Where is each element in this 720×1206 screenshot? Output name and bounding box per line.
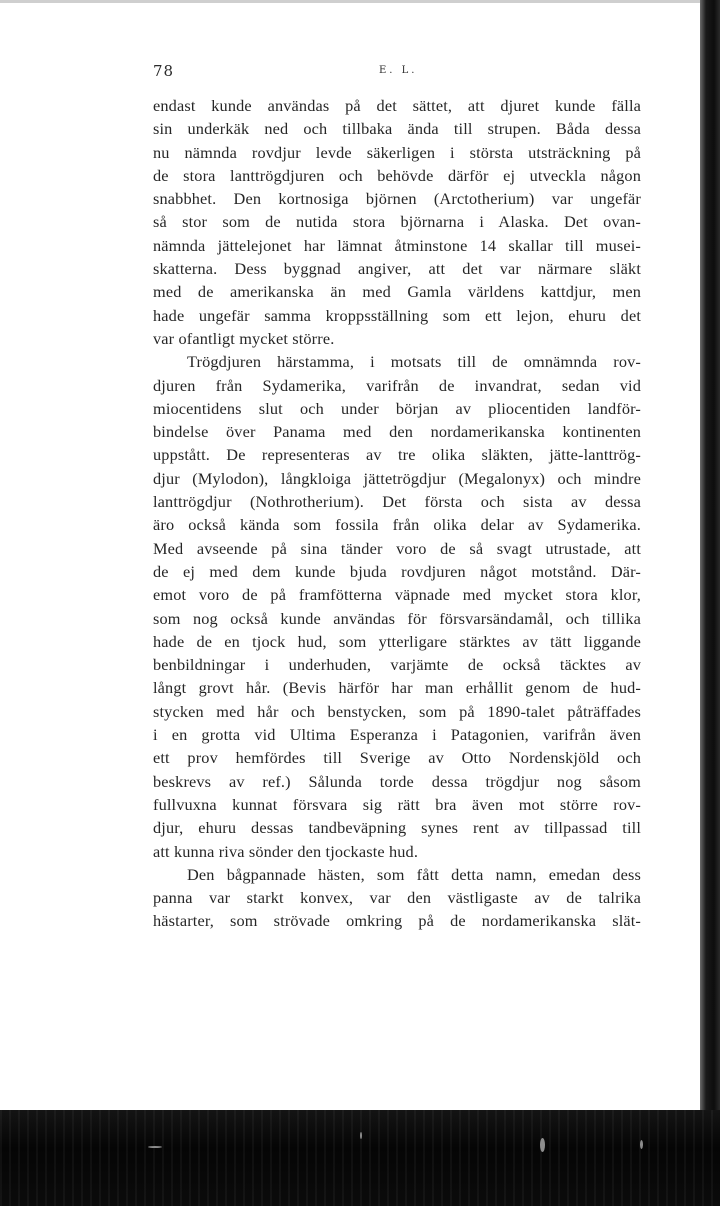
text-line: lanttrögdjur (Nothrotherium). Det första och sista av dessa xyxy=(153,492,641,512)
text-line: emot voro de på framfötterna väpnade med mycket stora klor, xyxy=(153,585,641,605)
text-line: uppstått. De representeras av tre olika släkten, jätte-lanttrög- xyxy=(153,445,641,465)
text-line: stycken med hår och benstycken, som på 1890-talet påträffades xyxy=(153,701,641,721)
text-line: de ej med dem kunde bjuda rovdjuren något motstånd. Där- xyxy=(153,561,641,581)
text-line: sin underkäk ned och tillbaka ända till strupen. Båda dessa xyxy=(153,119,641,139)
dust-speck xyxy=(540,1138,545,1152)
paragraph-start-line: Trögdjuren härstamma, i motsats till de omnämnda rov- xyxy=(187,352,641,372)
text-line: panna var starkt konvex, var den västligaste av de talrika xyxy=(153,888,641,908)
text-line: de stora lanttrögdjuren och behövde därför ej utveckla någon xyxy=(153,165,641,185)
text-line: snabbhet. Den kortnosiga björnen (Arctotherium) var ungefär xyxy=(153,189,641,209)
dust-speck xyxy=(640,1140,643,1149)
text-line: att kunna riva sönder den tjockaste hud. xyxy=(153,841,419,861)
text-line: ett prov hemfördes till Sverige av Otto Nordenskjöld och xyxy=(153,748,641,768)
book-spine-edge xyxy=(700,0,720,1110)
text-line: beskrevs av ref.) Sålunda torde dessa trögdjur nog såsom xyxy=(153,771,641,791)
text-line: endast kunde användas på det sättet, att djuret kunde fälla xyxy=(153,96,641,115)
text-line: så stor som de nutida stora björnarna i Alaska. Det ovan- xyxy=(153,212,641,232)
text-line: benbildningar i underhuden, varjämte de också täcktes av xyxy=(153,655,641,675)
body-text xyxy=(153,94,641,933)
text-line: miocentidens slut och under början av pliocentiden landför- xyxy=(153,398,641,418)
paragraph-start-line: Den bågpannade hästen, som fått detta namn, emedan dess xyxy=(187,864,641,884)
dust-speck xyxy=(360,1132,362,1139)
text-line: Med avseende på sina tänder voro de så svagt utrustade, att xyxy=(153,538,641,558)
scanner-background-band xyxy=(0,1110,720,1206)
text-line: långt grovt hår. (Bevis härför har man erhållit genom de hud- xyxy=(153,678,641,698)
text-line: med de amerikanska än med Gamla världens kattdjur, men xyxy=(153,282,641,302)
running-head xyxy=(153,62,643,84)
text-line: nämnda jättelejonet har lämnat åtminstone 14 skallar till musei- xyxy=(153,235,641,255)
text-line: hade ungefär samma kroppsställning som ett lejon, ehuru det xyxy=(153,305,641,325)
page-number: 78 xyxy=(153,62,175,80)
text-line: hade de en tjock hud, som ytterligare stärktes av tätt liggande xyxy=(153,631,641,651)
text-line: skatterna. Dess byggnad angiver, att det var närmare släkt xyxy=(153,259,641,279)
text-line: djur (Mylodon), långkloiga jättetrögdjur (Megalonyx) och mindre xyxy=(153,468,641,488)
text-line: äro också kända som fossila från olika delar av Sydamerika. xyxy=(153,515,641,535)
text-line: nu nämnda rovdjur levde säkerligen i största utsträckning på xyxy=(153,142,641,162)
text-line: bindelse över Panama med den nordamerikanska kontinenten xyxy=(153,422,641,442)
text-line: i en grotta vid Ultima Esperanza i Patagonien, varifrån även xyxy=(153,725,641,745)
text-line: var ofantligt mycket större. xyxy=(153,328,335,348)
text-line: djuren från Sydamerika, varifrån de invandrat, sedan vid xyxy=(153,375,641,395)
dust-speck xyxy=(148,1146,162,1148)
text-line: djur, ehuru dessas tandbeväpning synes rent av tillpassad till xyxy=(153,818,641,838)
text-line: hästarter, som strövade omkring på de nordamerikanska slät- xyxy=(153,911,641,931)
running-title: E. L. xyxy=(379,65,418,76)
text-line: som nog också kunde användas för försvarsändamål, och tillika xyxy=(153,608,641,628)
text-line: fullvuxna kunnat försvara sig rätt bra även mot större rov- xyxy=(153,794,641,814)
